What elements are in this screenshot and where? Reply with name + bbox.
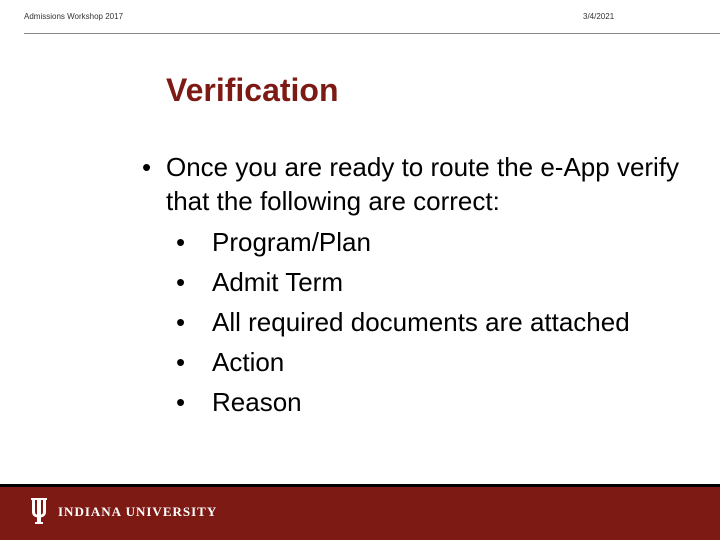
slide-title: Verification — [166, 72, 339, 108]
sub-bullet-item — [176, 342, 696, 382]
sub-bullet-list — [176, 222, 696, 422]
iu-trident-icon — [30, 496, 48, 526]
sub-bullet-text: Admit Term — [212, 267, 343, 297]
bullet-marker: • — [142, 152, 152, 182]
sub-bullet-text: Action — [212, 347, 285, 377]
sub-bullet-item — [176, 262, 696, 302]
sub-bullet-item — [176, 222, 696, 262]
main-bullet-text: Once you are ready to route the e-App verify that the following are correct: — [166, 152, 680, 216]
main-bullet — [142, 150, 682, 218]
bullet-marker: • — [176, 307, 186, 337]
sub-bullet-item — [176, 302, 696, 342]
header-workshop-label: Admissions Workshop 2017 — [24, 12, 124, 21]
university-wordmark: INDIANA UNIVERSITY — [58, 504, 218, 519]
sub-bullet-text: All required documents are attached — [212, 307, 630, 337]
header-divider — [24, 33, 720, 34]
footer-divider — [0, 484, 720, 487]
sub-bullet-text: Program/Plan — [212, 227, 371, 257]
bullet-marker: • — [176, 387, 186, 417]
bullet-marker: • — [176, 227, 186, 257]
sub-bullet-item — [176, 382, 696, 422]
bullet-marker: • — [176, 347, 186, 377]
header-date: 3/4/2021 — [583, 12, 615, 21]
bullet-marker: • — [176, 267, 186, 297]
sub-bullet-text: Reason — [212, 387, 302, 417]
